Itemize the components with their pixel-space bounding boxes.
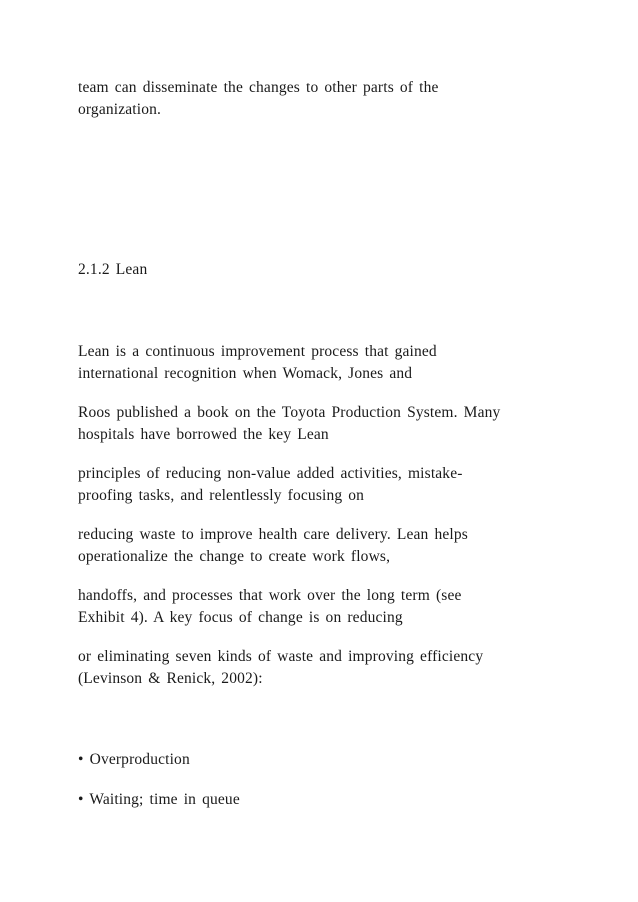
lean-line-8: operationalize the change to create work flows, (78, 548, 391, 565)
lean-line-5: principles of reducing non-value added activities, mistake- (78, 465, 463, 482)
lean-line-2: international recognition when Womack, Jones and (78, 365, 413, 382)
lean-line-12: (Levinson & Renick, 2002): (78, 670, 263, 687)
intro-line-2: organization. (78, 101, 162, 118)
lean-line-9: handoffs, and processes that work over the long term (see (78, 587, 462, 604)
lean-line-10: Exhibit 4). A key focus of change is on reducing (78, 609, 403, 626)
lean-line-3: Roos published a book on the Toyota Production System. Many (78, 404, 501, 421)
bullet-item: • Waiting; time in queue (78, 791, 240, 808)
bullet-item: • Overproduction (78, 751, 190, 768)
section-heading: 2.1.2 Lean (78, 261, 148, 278)
lean-line-1: Lean is a continuous improvement process that gained (78, 343, 437, 360)
lean-line-6: proofing tasks, and relentlessly focusing on (78, 487, 365, 504)
lean-line-4: hospitals have borrowed the key Lean (78, 426, 329, 443)
lean-line-11: or eliminating seven kinds of waste and improving efficiency (78, 648, 484, 665)
intro-line-1: team can disseminate the changes to other parts of the (78, 79, 439, 96)
lean-line-7: reducing waste to improve health care delivery. Lean helps (78, 526, 468, 543)
